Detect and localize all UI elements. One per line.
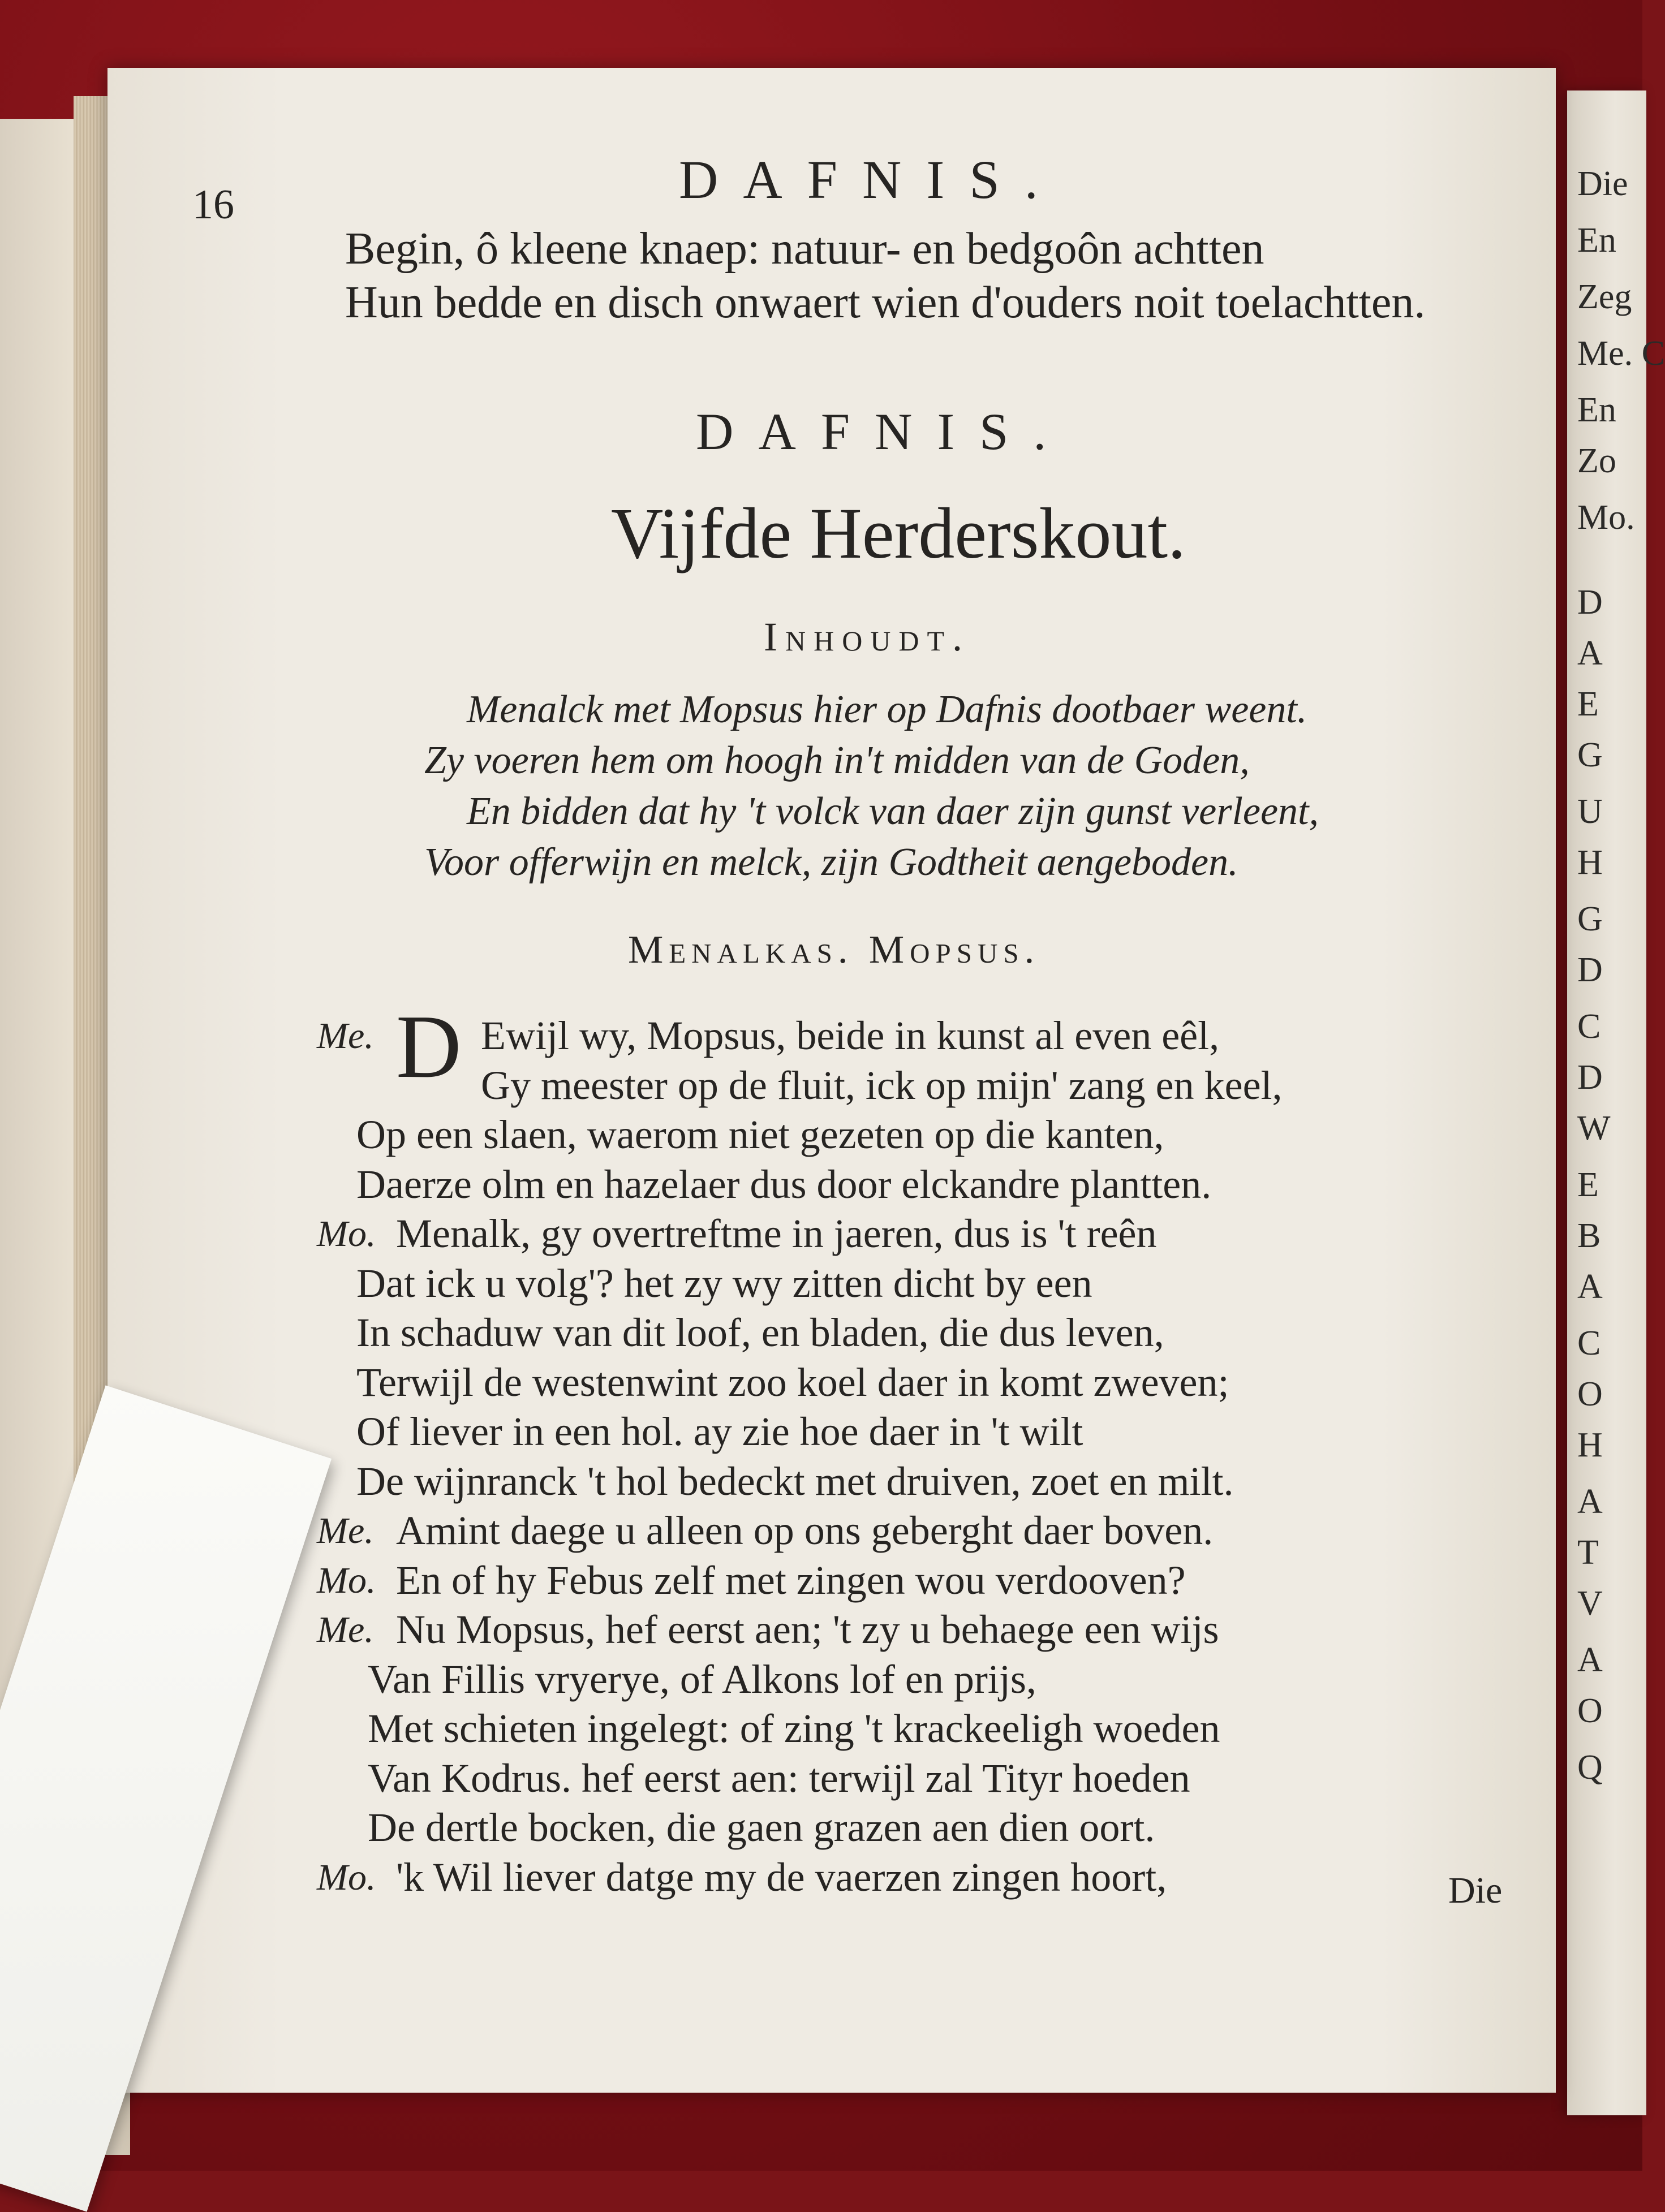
summary-line: Voor offerwijn en melck, zijn Godtheit aengeboden. <box>424 840 1238 884</box>
facing-page-fragment: Mo. <box>1577 498 1635 537</box>
facing-page-fragment: A <box>1577 634 1603 672</box>
facing-page-fragment: En <box>1577 221 1616 260</box>
running-head: DAFNIS. <box>679 149 1063 210</box>
speaker-label: Me. <box>317 1015 374 1057</box>
facing-page-fragment: C <box>1577 1324 1601 1362</box>
contents-heading: Inhoudt. <box>764 614 971 659</box>
drop-capital: D <box>396 996 462 1097</box>
facing-page-fragment: Zo <box>1577 442 1616 480</box>
verse-line: Op een slaen, waerom niet gezeten op die kanten, <box>356 1112 1164 1157</box>
facing-page-fragment: V <box>1577 1584 1603 1623</box>
facing-page-fragment: H <box>1577 843 1603 882</box>
facing-page-fragment: A <box>1577 1267 1603 1306</box>
chapter-title: Vijfde Herderskout. <box>611 493 1186 574</box>
facing-page-fragment: E <box>1577 1166 1599 1204</box>
section-title: DAFNIS. <box>696 403 1072 460</box>
verse-line: Ewijl wy, Mopsus, beide in kunst al even eêl, <box>481 1013 1220 1058</box>
verse-line: Of liever in een hol. ay zie hoe daer in 't wilt <box>356 1409 1083 1454</box>
intro-line: Begin, ô kleene knaep: natuur- en bedgoôn achtten <box>345 224 1264 274</box>
facing-page-fragment: A <box>1577 1482 1603 1521</box>
verse-line: De dertle bocken, die gaen grazen aen dien oort. <box>368 1805 1155 1850</box>
facing-page-fragment: H <box>1577 1426 1603 1464</box>
facing-page-fragment: O <box>1577 1692 1603 1730</box>
summary-line: Menalck met Mopsus hier op Dafnis dootbaer weent. <box>467 688 1307 731</box>
intro-line: Hun bedde en disch onwaert wien d'ouders noit toelachtten. <box>345 278 1426 327</box>
facing-page-fragment: Zeg <box>1577 278 1632 316</box>
verse-line: Menalk, gy overtreftme in jaeren, dus is 't reên <box>396 1211 1157 1256</box>
facing-page-fragment: Q <box>1577 1748 1603 1787</box>
facing-page-fragment: En <box>1577 391 1616 429</box>
speakers-heading: Menalkas. Mopsus. <box>628 928 1040 972</box>
facing-page-fragment: O <box>1577 1375 1603 1413</box>
verse-line: En of hy Febus zelf met zingen wou verdooven? <box>396 1557 1186 1603</box>
verse-line: Nu Mopsus, hef eerst aen; 't zy u behaege een wijs <box>396 1607 1219 1652</box>
verse-line: Dat ick u volg'? het zy wy zitten dicht by een <box>356 1260 1092 1306</box>
facing-page-fragment: B <box>1577 1217 1601 1255</box>
facing-page-fragment: G <box>1577 736 1603 774</box>
facing-page-fragment: G <box>1577 900 1603 938</box>
verse-line: 'k Wil liever datge my de vaerzen zingen hoort, <box>396 1854 1167 1900</box>
facing-page-fragment: C <box>1577 1007 1601 1046</box>
page-number: 16 <box>192 182 234 228</box>
catchword: Die <box>1448 1870 1503 1911</box>
facing-page-fragment: U <box>1577 792 1603 831</box>
verse-line: Terwijl de westenwint zoo koel daer in komt zweven; <box>356 1359 1229 1405</box>
speaker-label: Mo. <box>317 1856 376 1898</box>
verse-line: Van Fillis vryerye, of Alkons lof en prijs, <box>368 1656 1036 1702</box>
facing-page-fragment: D <box>1577 1058 1603 1097</box>
facing-page-fragment: D <box>1577 951 1603 989</box>
facing-page-fragment: D <box>1577 583 1603 622</box>
facing-page-fragment: E <box>1577 685 1599 723</box>
verse-line: Gy meester op de fluit, ick op mijn' zang en keel, <box>481 1062 1283 1108</box>
facing-page-fragment: A <box>1577 1641 1603 1679</box>
facing-page-fragment: T <box>1577 1533 1599 1572</box>
summary-line: Zy voeren hem om hoogh in't midden van de Goden, <box>424 739 1250 782</box>
verse-line: Amint daege u alleen op ons geberght daer boven. <box>396 1508 1214 1553</box>
speaker-label: Me. <box>317 1609 374 1650</box>
facing-page-fragment: Die <box>1577 165 1628 203</box>
verse-line: Van Kodrus. hef eerst aen: terwijl zal Tityr hoeden <box>368 1755 1190 1801</box>
facing-page-fragment: W <box>1577 1109 1611 1148</box>
summary-line: En bidden dat hy 't volck van daer zijn gunst verleent, <box>467 790 1319 833</box>
verse-line: Met schieten ingelegt: of zing 't krackeeligh woeden <box>368 1706 1220 1751</box>
speaker-label: Me. <box>317 1510 374 1551</box>
speaker-label: Mo. <box>317 1213 376 1254</box>
verse-line: De wijnranck 't hol bedeckt met druiven, zoet en milt. <box>356 1458 1234 1504</box>
verse-line: Daerze olm en hazelaer dus door elckandre plantten. <box>356 1161 1212 1207</box>
facing-page-fragment: Me. C <box>1577 334 1665 373</box>
facing-page <box>1567 90 1665 2115</box>
speaker-label: Mo. <box>317 1559 376 1601</box>
verse-line: In schaduw van dit loof, en bladen, die dus leven, <box>356 1310 1164 1355</box>
